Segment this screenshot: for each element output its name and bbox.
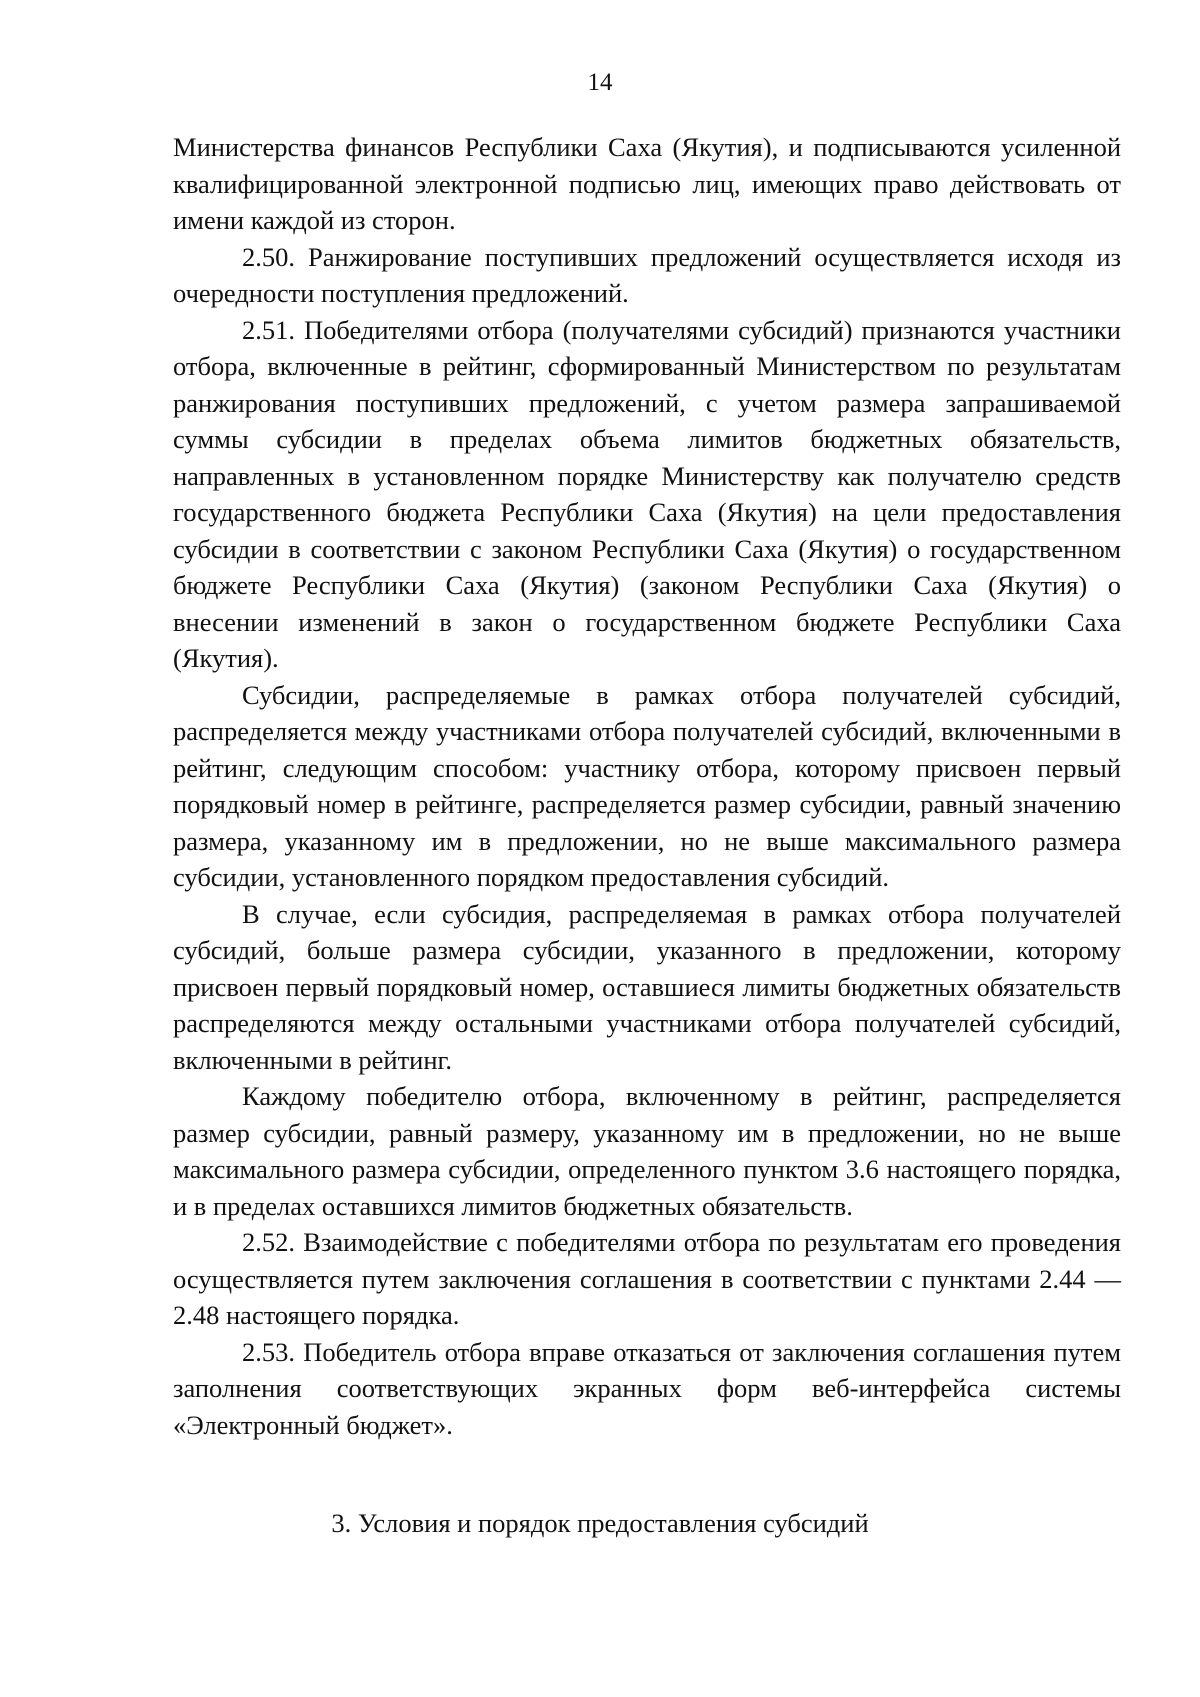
paragraph-2-52: 2.52. Взаимодействие с победителями отбора по результатам его проведения осуществляется путем заключения соглашения в соответствии с пунктами 2.44 — 2.48 настоящего порядка.	[173, 1227, 1121, 1330]
paragraph-2-51: 2.51. Победителями отбора (получателями субсидий) признаются участники отбора, включенные в рейтинг, сформированный Министерством по результатам ранжирования поступивших предложений, с учетом размера запрашиваемой суммы субсидии в пределах объема лимитов бюджетных обязательств, направленных в установленном порядке Министерству как получателю средств государственного бюджета Республики Саха (Якутия) на цели предоставления субсидии в соответствии с законом Республики Саха (Якутия) о государственном бюджете Республики Саха (Якутия) (законом Республики Саха (Якутия) о внесении изменений в закон о государственном бюджете Республики Саха (Якутия).	[173, 314, 1121, 673]
paragraph-remaining-limits: В случае, если субсидия, распределяемая в рамках отбора получателей субсидий, больше размера субсидии, указанного в предложении, которому присвоен первый порядковый номер, оставшиеся лимиты бюджетных обязательств распределяются между остальными участниками отбора получателей субсидий, включенными в рейтинг.	[173, 898, 1121, 1075]
paragraph-subsidy-distribution: Субсидии, распределяемые в рамках отбора получателей субсидий, распределяется между участниками отбора получателей субсидий, включенными в рейтинг, следующим способом: участнику отбора, которому присвоен первый порядковый номер в рейтинге, распределяется размер субсидии, равный значению размера, указанному им в предложении, но не выше максимального размера субсидии, установленного порядком предоставления субсидий.	[173, 679, 1121, 892]
page-number: 14	[587, 69, 613, 96]
section-heading: 3. Условия и порядок предоставления субсидий	[331, 1508, 869, 1538]
paragraph-2-50: 2.50. Ранжирование поступивших предложений осуществляется исходя из очередности поступления предложений.	[173, 241, 1121, 308]
paragraph-2-53: 2.53. Победитель отбора вправе отказаться от заключения соглашения путем заполнения соответствующих экранных форм веб-интерфейса системы «Электронный бюджет».	[173, 1336, 1121, 1440]
paragraph-each-winner: Каждому победителю отбора, включенному в рейтинг, распределяется размер субсидии, равный размеру, указанному им в предложении, но не выше максимального размера субсидии, определенного пунктом 3.6 настоящего порядка, и в пределах оставшихся лимитов бюджетных обязательств.	[173, 1081, 1121, 1221]
paragraph-continuation: Министерства финансов Республики Саха (Якутия), и подписываются усиленной квалифицированной электронной подписью лиц, имеющих право действовать от имени каждой из сторон.	[173, 132, 1121, 235]
document-body	[173, 129, 1121, 1443]
